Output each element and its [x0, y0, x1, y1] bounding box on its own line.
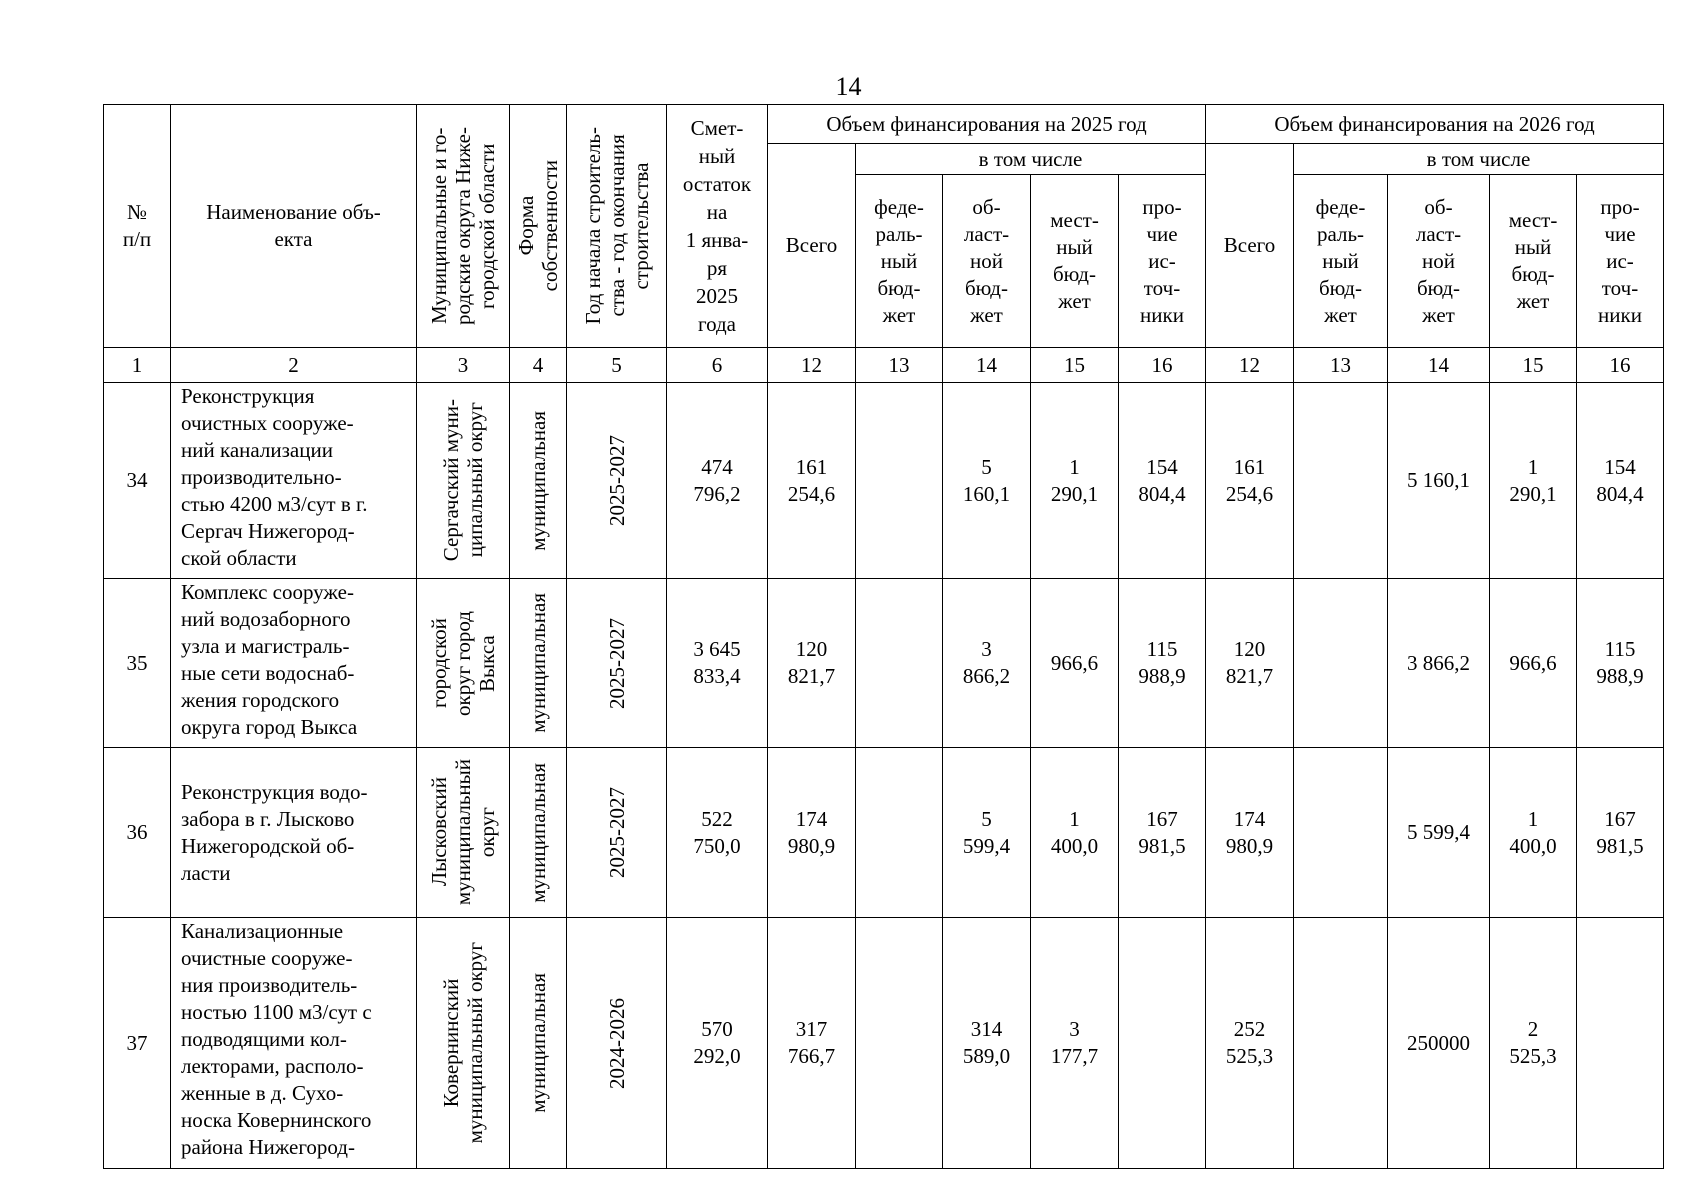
column-number: 15: [1031, 348, 1119, 383]
column-number: 5: [567, 348, 667, 383]
column-number: 4: [510, 348, 567, 383]
column-number: 14: [943, 348, 1031, 383]
local-2026: 1 290,1: [1490, 383, 1577, 579]
other-2026: 115 988,9: [1577, 579, 1664, 748]
federal-2026: [1294, 579, 1388, 748]
municipality: Сергачский муни- ципальный округ: [417, 383, 510, 579]
header-group-2025: Объем финансирования на 2025 год: [768, 105, 1206, 144]
federal-2025: [856, 383, 943, 579]
column-number: 13: [1294, 348, 1388, 383]
other-2025: 115 988,9: [1119, 579, 1206, 748]
regional-2026: 5 160,1: [1388, 383, 1490, 579]
header-total-2026: Всего: [1206, 144, 1294, 348]
other-2026: [1577, 918, 1664, 1169]
header-num: № п/п: [104, 105, 171, 348]
local-2025: 1 400,0: [1031, 748, 1119, 918]
ownership: муниципальная: [510, 748, 567, 918]
federal-2025: [856, 918, 943, 1169]
header-local-2026: мест- ный бюд- жет: [1490, 175, 1577, 348]
object-name: Канализационные очистные сооруже- ния производитель- ностью 1100 м3/сут с подводящими кол- лекторами, располо- женные в д. Сухо- носка Ковернинского района Нижегород-: [171, 918, 417, 1169]
ownership: муниципальная: [510, 383, 567, 579]
column-number: 16: [1119, 348, 1206, 383]
header-name: Наименование объ- екта: [171, 105, 417, 348]
other-2026: 167 981,5: [1577, 748, 1664, 918]
federal-2025: [856, 579, 943, 748]
header-regional-2025: об- ласт- ной бюд- жет: [943, 175, 1031, 348]
header-federal-2026: феде- раль- ный бюд- жет: [1294, 175, 1388, 348]
years: 2024-2026: [567, 918, 667, 1169]
ownership: муниципальная: [510, 579, 567, 748]
balance: 522 750,0: [667, 748, 768, 918]
header-balance: Смет- ный остаток на 1 янва- ря 2025 года: [667, 105, 768, 348]
regional-2025: 5 160,1: [943, 383, 1031, 579]
header-including-2026: в том числе: [1294, 144, 1664, 175]
total-2026: 120 821,7: [1206, 579, 1294, 748]
regional-2026: 250000: [1388, 918, 1490, 1169]
table-row: [104, 383, 1664, 579]
header-regional-2026: об- ласт- ной бюд- жет: [1388, 175, 1490, 348]
local-2026: 2 525,3: [1490, 918, 1577, 1169]
object-name: Реконструкция очистных сооруже- ний канализации производительно- стью 4200 м3/сут в г. Сергач Нижегород- ской области: [171, 383, 417, 579]
other-2025: 154 804,4: [1119, 383, 1206, 579]
table-row: [104, 579, 1664, 748]
table-row: [104, 748, 1664, 918]
regional-2026: 3 866,2: [1388, 579, 1490, 748]
header-total-2025: Всего: [768, 144, 856, 348]
total-2025: 120 821,7: [768, 579, 856, 748]
row-num: 37: [104, 918, 171, 1169]
header-ownership: Форма собственности: [510, 105, 567, 348]
page-number: 14: [835, 72, 862, 101]
ownership: муниципальная: [510, 918, 567, 1169]
federal-2026: [1294, 383, 1388, 579]
municipality: городской округ город Выкса: [417, 579, 510, 748]
header-municipality: Муниципальные и го- родские округа Ниже- городской области: [417, 105, 510, 348]
column-number: 12: [1206, 348, 1294, 383]
object-name: Комплекс сооруже- ний водозаборного узла и магистраль- ные сети водоснаб- жения городского округа город Выкса: [171, 579, 417, 748]
column-number: 16: [1577, 348, 1664, 383]
federal-2026: [1294, 748, 1388, 918]
federal-2025: [856, 748, 943, 918]
years: 2025-2027: [567, 579, 667, 748]
federal-2026: [1294, 918, 1388, 1169]
row-num: 35: [104, 579, 171, 748]
regional-2025: 314 589,0: [943, 918, 1031, 1169]
total-2026: 174 980,9: [1206, 748, 1294, 918]
column-number: 3: [417, 348, 510, 383]
regional-2026: 5 599,4: [1388, 748, 1490, 918]
local-2026: 966,6: [1490, 579, 1577, 748]
financing-table: [103, 104, 1664, 1169]
header-including-2025: в том числе: [856, 144, 1206, 175]
row-num: 34: [104, 383, 171, 579]
header-years: Год начала строитель- ства - год окончания строительства: [567, 105, 667, 348]
row-num: 36: [104, 748, 171, 918]
local-2026: 1 400,0: [1490, 748, 1577, 918]
header-other-2025: про- чие ис- точ- ники: [1119, 175, 1206, 348]
other-2025: [1119, 918, 1206, 1169]
column-number: 13: [856, 348, 943, 383]
header-group-2026: Объем финансирования на 2026 год: [1206, 105, 1664, 144]
regional-2025: 5 599,4: [943, 748, 1031, 918]
municipality: Ковернинский муниципальный округ: [417, 918, 510, 1169]
total-2025: 174 980,9: [768, 748, 856, 918]
column-number: 15: [1490, 348, 1577, 383]
header-other-2026: про- чие ис- точ- ники: [1577, 175, 1664, 348]
column-number: 2: [171, 348, 417, 383]
column-number: 12: [768, 348, 856, 383]
balance: 570 292,0: [667, 918, 768, 1169]
balance: 474 796,2: [667, 383, 768, 579]
balance: 3 645 833,4: [667, 579, 768, 748]
local-2025: 966,6: [1031, 579, 1119, 748]
table-row: [104, 918, 1664, 1169]
total-2025: 317 766,7: [768, 918, 856, 1169]
header-local-2025: мест- ный бюд- жет: [1031, 175, 1119, 348]
other-2025: 167 981,5: [1119, 748, 1206, 918]
local-2025: 1 290,1: [1031, 383, 1119, 579]
local-2025: 3 177,7: [1031, 918, 1119, 1169]
column-number: 1: [104, 348, 171, 383]
total-2026: 252 525,3: [1206, 918, 1294, 1169]
column-number: 6: [667, 348, 768, 383]
years: 2025-2027: [567, 383, 667, 579]
regional-2025: 3 866,2: [943, 579, 1031, 748]
column-number-row: [104, 348, 1664, 383]
header-federal-2025: феде- раль- ный бюд- жет: [856, 175, 943, 348]
object-name: Реконструкция водо- забора в г. Лысково Нижегородской об- ласти: [171, 748, 417, 918]
column-number: 14: [1388, 348, 1490, 383]
years: 2025-2027: [567, 748, 667, 918]
total-2025: 161 254,6: [768, 383, 856, 579]
total-2026: 161 254,6: [1206, 383, 1294, 579]
other-2026: 154 804,4: [1577, 383, 1664, 579]
municipality: Лысковский муниципальный округ: [417, 748, 510, 918]
